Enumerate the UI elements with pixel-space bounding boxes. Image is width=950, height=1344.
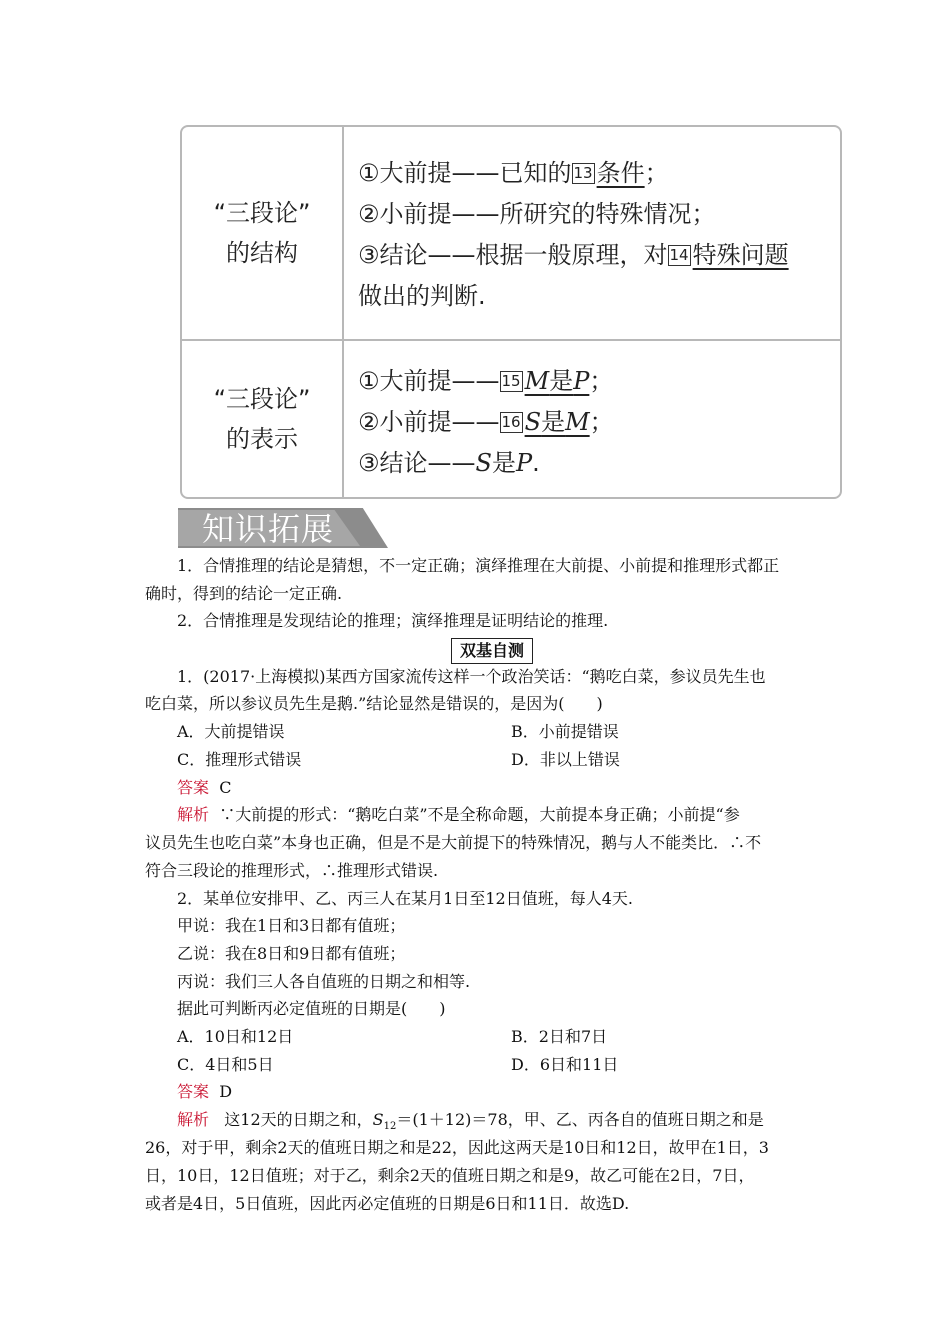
q2-option-b: B．2日和7日 [511,1027,608,1046]
analysis-text: ∵大前提的形式：“鹅吃白菜”不是全称命题，大前提本身正确；小前提“参 [219,805,740,824]
row-content [344,341,840,497]
q2-bing: 丙说：我们三人各自值班的日期之和相等. [177,972,471,991]
q1-analysis-line1 [177,805,740,825]
q2-ask: 据此可判断丙必定值班的日期是( ) [177,999,446,1018]
blank-number: 14 [669,246,689,264]
q2-analysis-line2: 26，对于甲，剩余2天的值班日期之和是22，因此这两天是10日和12日，故甲在1日，3 [145,1138,769,1157]
q2-answer [177,1082,232,1102]
q1-line2: 吃白菜，所以参议员先生是鹅.”结论显然是错误的，是因为( ) [145,694,603,713]
row-label-line2: 的表示 [226,425,298,453]
line-text: ③结论—— [358,449,476,477]
analysis-text: 这12天的日期之和， [224,1110,373,1129]
q2-option-c: C．4日和5日 [177,1055,274,1074]
conclusion-line [358,235,840,276]
syllogism-table [180,125,842,499]
answer-value: C [219,778,232,797]
knowledge-p2: 2．合情推理是发现结论的推理；演绎推理是证明结论的推理. [177,611,609,630]
conclusion-line-cont: 做出的判断. [358,282,486,310]
word-is: 是 [541,408,566,436]
q1-option-c: C．推理形式错误 [177,750,302,769]
q2-option-a: A．10日和12日 [177,1027,294,1046]
major-premise-line [358,153,840,194]
table-row-structure [182,127,840,341]
analysis-text-rest: ＝(1＋12)＝78，甲、乙、丙各自的值班日期之和是 [396,1110,764,1129]
row-label-line2: 的结构 [226,239,298,267]
line-punct: ； [589,408,614,436]
q1-analysis-line2: 议员先生也吃白菜”本身也正确，但是不是大前提下的特殊情况，鹅与人不能类比．∴不 [145,833,762,852]
row-label-line1: “三段论” [213,385,311,413]
line-punct: ； [644,159,669,187]
major-premise-line [358,361,840,402]
q1-option-d: D．非以上错误 [511,750,620,769]
knowledge-p1-line1: 1．合情推理的结论是猜想，不一定正确；演绎推理在大前提、小前提和推理形式都正 [177,556,780,575]
row-content [344,127,840,339]
s-subscript: 12 [383,1121,397,1133]
blank-text: 特殊问题 [692,241,789,269]
q2-jia: 甲说：我在1日和3日都有值班； [177,916,406,935]
line-text: ③结论——根据一般原理，对 [358,241,668,269]
q1-option-a: A．大前提错误 [177,722,285,741]
minor-premise-line: ②小前提——所研究的特殊情况； [358,200,716,228]
word-is: 是 [491,449,516,477]
fill-blank [500,408,590,436]
line-text: ①大前提——已知的 [358,159,572,187]
knowledge-banner [178,508,388,548]
fill-blank [668,241,789,269]
s-letter: S [372,1110,384,1129]
knowledge-p1-line2: 确时，得到的结论一定正确. [145,584,343,603]
minor-premise-line [358,402,840,443]
var-p: P [573,367,590,395]
fill-blank [500,367,590,395]
var-s: S [524,408,542,436]
blank-number: 13 [573,164,593,182]
banner-title: 知识拓展 [202,510,335,548]
analysis-label: 解析 [177,1110,210,1129]
q2-option-d: D．6日和11日 [511,1055,619,1074]
blank-number: 15 [501,372,521,390]
answer-value: D [219,1082,233,1101]
var-s: S [475,449,492,477]
row-label [182,127,344,339]
var-p: P [515,449,533,477]
table-row-representation [182,341,840,497]
blank-text: 条件 [596,159,645,187]
row-label [182,341,344,497]
line-punct: ； [589,367,614,395]
q2-analysis-line1 [177,1110,764,1137]
word-is: 是 [549,367,574,395]
analysis-label: 解析 [177,805,210,824]
line-text: ①大前提—— [358,367,500,395]
row-label-line1: “三段论” [213,199,311,227]
q2-analysis-line4: 或者是4日，5日值班，因此丙必定值班的日期是6日和11日．故选D. [145,1194,630,1213]
var-m: M [524,367,550,395]
q1-answer [177,778,231,798]
line-punct: . [532,449,540,477]
var-m: M [565,408,590,436]
conclusion-line [358,443,840,484]
line-text: ②小前提—— [358,408,500,436]
q1-option-b: B．小前提错误 [511,722,619,741]
fill-blank [572,159,645,187]
section-title: 双基自测 [451,638,533,664]
q1-line1: 1．(2017·上海模拟)某西方国家流传这样一个政治笑话：“鹅吃白菜，参议员先生也 [177,667,766,686]
q2-line1: 2．某单位安排甲、乙、丙三人在某月1日至12日值班，每人4天. [177,889,633,908]
q1-analysis-line3: 符合三段论的推理形式，∴推理形式错误. [145,861,439,880]
blank-number: 16 [501,413,521,431]
answer-label: 答案 [177,1082,210,1101]
q2-yi: 乙说：我在8日和9日都有值班； [177,944,406,963]
q2-analysis-line3: 日，10日，12日值班；对于乙，剩余2天的值班日期之和是9，故乙可能在2日，7日， [145,1166,755,1185]
answer-label: 答案 [177,778,210,797]
